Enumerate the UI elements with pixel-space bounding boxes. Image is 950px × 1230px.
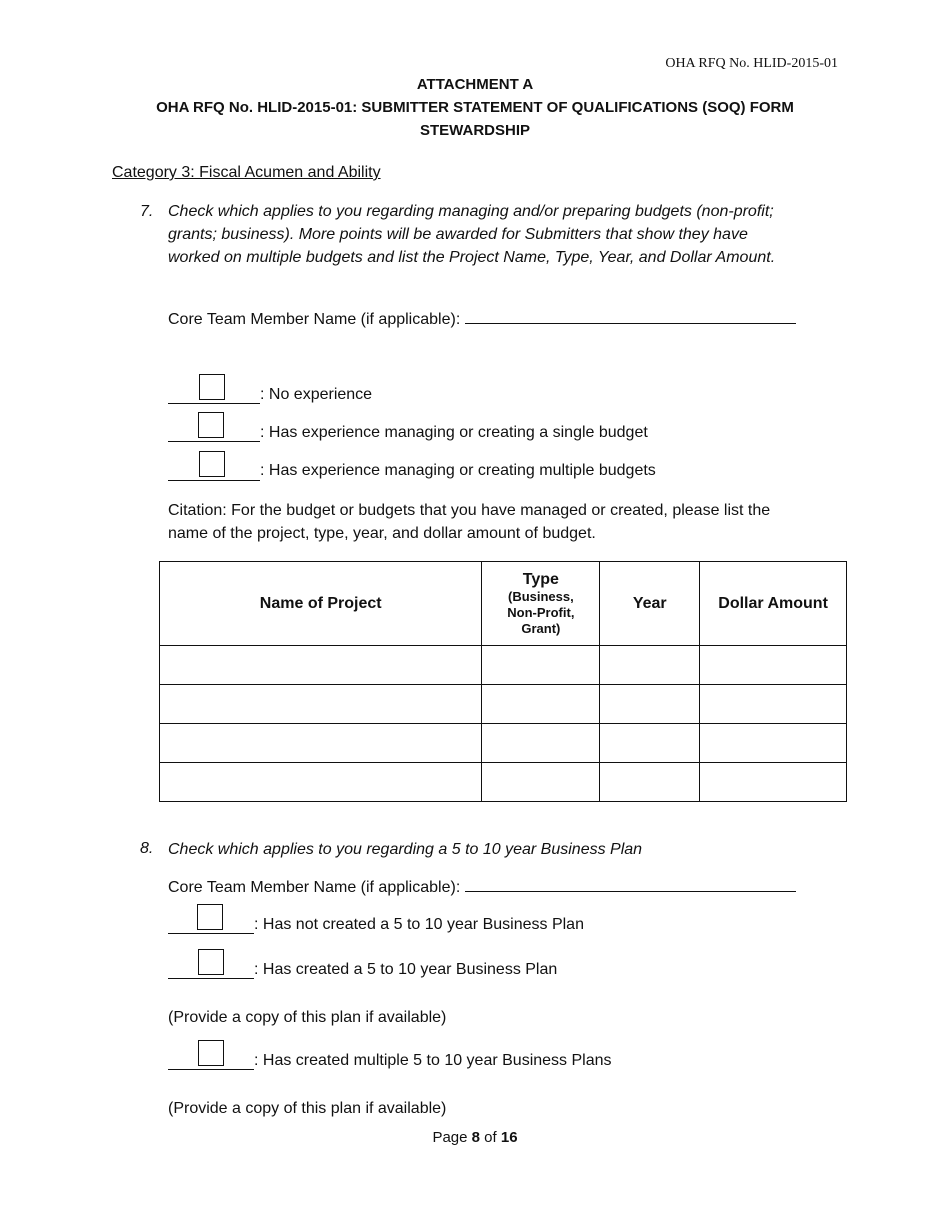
- q8-checkbox-not-created[interactable]: [197, 904, 223, 930]
- question-7-line-1: Check which applies to you regarding managing and/or preparing budgets (non-profit;: [168, 203, 774, 220]
- q7-checkbox-no-experience[interactable]: [199, 374, 225, 400]
- cell-year[interactable]: [600, 763, 700, 802]
- q7-checkbox-multiple-budgets[interactable]: [199, 451, 225, 477]
- q7-option-label: : No experience: [260, 386, 373, 403]
- category-heading: Category 3: Fiscal Acumen and Ability: [112, 164, 381, 181]
- cell-type[interactable]: [482, 724, 600, 763]
- cell-type[interactable]: [482, 763, 600, 802]
- form-title: OHA RFQ No. HLID-2015-01: SUBMITTER STATEMENT OF QUALIFICATIONS (SOQ) FORM: [156, 99, 794, 116]
- cell-amount[interactable]: [700, 646, 847, 685]
- q7-checkbox-single-budget[interactable]: [198, 412, 224, 438]
- table-row: [160, 724, 847, 763]
- cell-year[interactable]: [600, 685, 700, 724]
- page-total: 16: [500, 1129, 518, 1146]
- question-8-text: Check which applies to you regarding a 5 to 10 year Business Plan: [168, 841, 643, 858]
- q8-option-created: [168, 949, 768, 979]
- q8-option-label: : Has not created a 5 to 10 year Business Plan: [254, 916, 584, 933]
- col-header-type-sub-1: (Business,: [507, 588, 574, 604]
- col-header-amount: Dollar Amount: [700, 562, 847, 646]
- q7-option-no-experience: [168, 374, 768, 404]
- cell-amount[interactable]: [700, 763, 847, 802]
- budget-table: [159, 561, 847, 802]
- cell-project[interactable]: [160, 646, 482, 685]
- q8-checkbox-multiple[interactable]: [198, 1040, 224, 1066]
- q7-option-label: : Has experience managing or creating a single budget: [260, 424, 648, 441]
- question-7-text: [168, 200, 775, 269]
- cell-type[interactable]: [482, 685, 600, 724]
- q8-checkbox-created[interactable]: [198, 949, 224, 975]
- q8-option-not-created: [168, 904, 768, 934]
- q7-core-member-row: [168, 308, 796, 331]
- table-row: [160, 685, 847, 724]
- q7-core-member-label: Core Team Member Name (if applicable):: [168, 311, 465, 328]
- budget-table-header: [160, 562, 847, 646]
- col-header-type-label: Type: [522, 570, 559, 588]
- section-title: STEWARDSHIP: [419, 122, 530, 139]
- col-header-type-sub-2: Non-Profit,: [507, 604, 575, 620]
- citation-line-1: Citation: For the budget or budgets that you have managed or created, please list the: [168, 502, 771, 519]
- q8-core-member-label: Core Team Member Name (if applicable):: [168, 879, 465, 896]
- page-word: Page: [432, 1129, 472, 1146]
- col-header-project: Name of Project: [160, 562, 482, 646]
- cell-amount[interactable]: [700, 685, 847, 724]
- question-8-number: 8.: [140, 840, 154, 857]
- q8-core-member-row: [168, 876, 796, 899]
- page-of: of: [480, 1129, 501, 1146]
- q8-core-member-field[interactable]: [465, 876, 796, 892]
- citation-line-2: name of the project, type, year, and dollar amount of budget.: [168, 525, 596, 542]
- q8-note-1: (Provide a copy of this plan if available): [168, 1009, 447, 1026]
- cell-project[interactable]: [160, 763, 482, 802]
- table-row: [160, 763, 847, 802]
- q8-option-label: : Has created multiple 5 to 10 year Business Plans: [254, 1052, 612, 1069]
- col-header-type-sub-3: Grant): [521, 620, 561, 636]
- citation-text: [168, 499, 770, 545]
- cell-project[interactable]: [160, 724, 482, 763]
- q7-core-member-field[interactable]: [465, 308, 796, 324]
- cell-year[interactable]: [600, 646, 700, 685]
- cell-type[interactable]: [482, 646, 600, 685]
- col-header-year: Year: [600, 562, 700, 646]
- question-7-line-2: grants; business). More points will be awarded for Submitters that show they have: [168, 226, 748, 243]
- cell-year[interactable]: [600, 724, 700, 763]
- q8-note-2: (Provide a copy of this plan if available): [168, 1100, 447, 1117]
- q7-option-label: : Has experience managing or creating multiple budgets: [260, 462, 656, 479]
- table-row: [160, 646, 847, 685]
- q7-option-multiple-budgets: [168, 451, 768, 481]
- q8-option-multiple: [168, 1040, 768, 1070]
- q8-option-label: : Has created a 5 to 10 year Business Plan: [254, 961, 558, 978]
- document-reference: OHA RFQ No. HLID-2015-01: [665, 56, 838, 71]
- cell-amount[interactable]: [700, 724, 847, 763]
- cell-project[interactable]: [160, 685, 482, 724]
- page-current: 8: [471, 1129, 480, 1146]
- attachment-title: ATTACHMENT A: [416, 76, 534, 93]
- col-header-type: [482, 562, 600, 646]
- page-number: [0, 1129, 950, 1146]
- question-7-number: 7.: [140, 203, 154, 220]
- q7-option-single-budget: [168, 412, 768, 442]
- question-7-line-3: worked on multiple budgets and list the Project Name, Type, Year, and Dollar Amount.: [168, 249, 776, 266]
